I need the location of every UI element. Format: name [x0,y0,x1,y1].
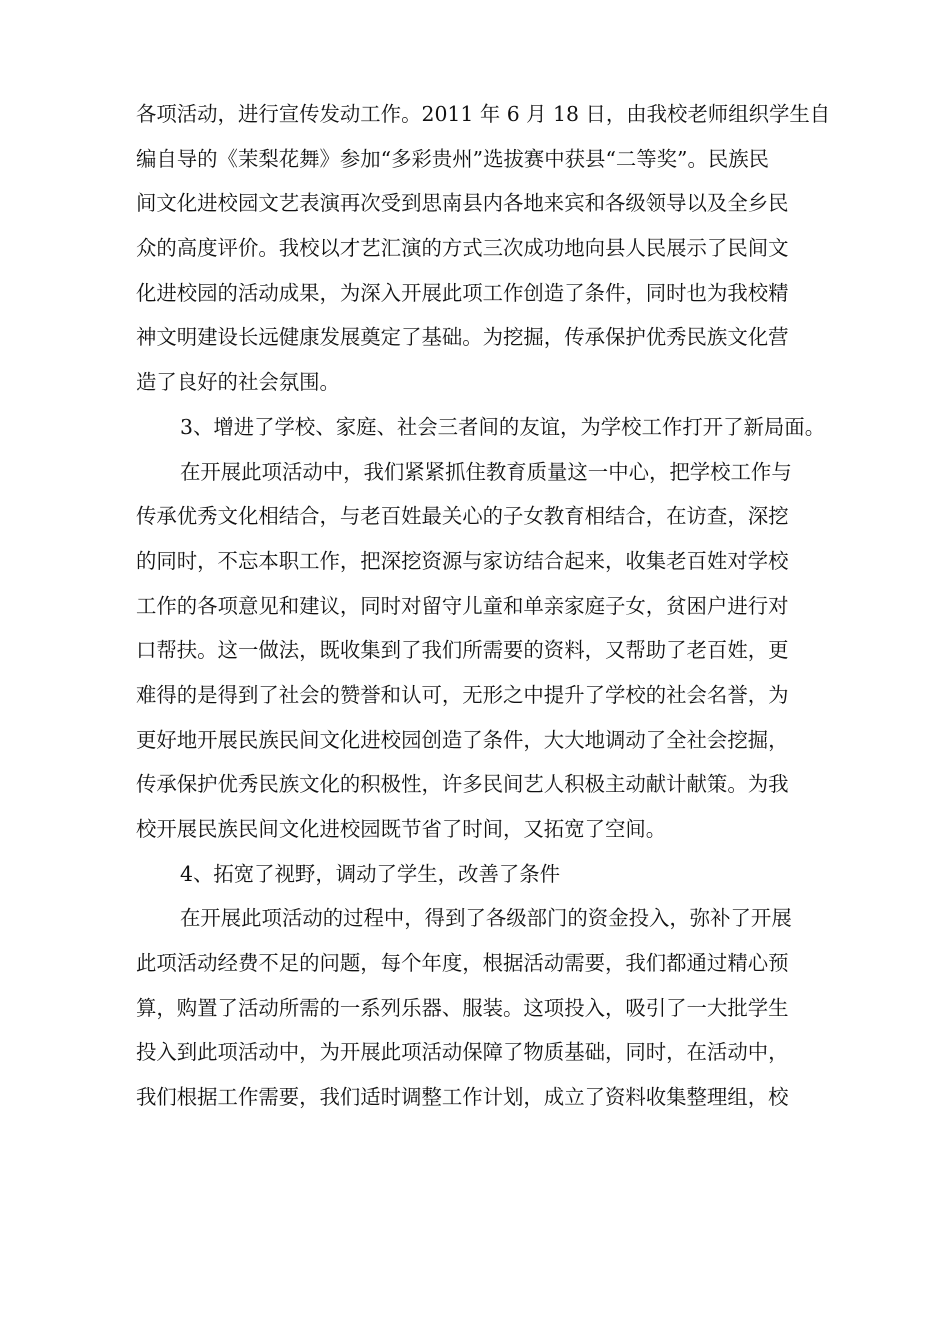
text-line: 在开展此项活动中，我们紧紧抓住教育质量这一中心，把学校工作与 [180,459,792,484]
text-line: 众的高度评价。我校以才艺汇演的方式三次成功地向县人民展示了民间文 [136,236,789,261]
text-line: 工作的各项意见和建议，同时对留守儿童和单亲家庭子女，贫困户进行对 [136,593,789,618]
text-line: 投入到此项活动中，为开展此项活动保障了物质基础，同时，在活动中， [136,1040,789,1065]
text-line: 难得的是得到了社会的赞誉和认可，无形之中提升了学校的社会名誉，为 [136,682,789,707]
text-line: 3、增进了学校、家庭、社会三者间的友谊，为学校工作打开了新局面。 [180,414,826,439]
text-line: 我们根据工作需要，我们适时调整工作计划，成立了资料收集整理组，校 [136,1085,789,1110]
text-line: 口帮扶。这一做法，既收集到了我们所需要的资料，又帮助了老百姓，更 [136,638,789,663]
text-line: 传承保护优秀民族文化的积极性，许多民间艺人积极主动献计献策。为我 [136,772,789,797]
text-line: 更好地开展民族民间文化进校园创造了条件，大大地调动了全社会挖掘， [136,727,789,752]
text-line: 各项活动，进行宣传发动工作。2011 年 6 月 18 日，由我校老师组织学生自 [136,102,831,126]
text-line: 化进校园的活动成果，为深入开展此项工作创造了条件，同时也为我校精 [136,280,789,305]
text-line: 的同时，不忘本职工作，把深挖资源与家访结合起来，收集老百姓对学校 [136,548,789,573]
text-line: 造了良好的社会氛围。 [136,370,340,395]
text-line: 传承优秀文化相结合，与老百姓最关心的子女教育相结合，在访查，深挖 [136,504,789,529]
text-line: 4、拓宽了视野，调动了学生，改善了条件 [180,861,561,886]
text-line: 神文明建设长远健康发展奠定了基础。为挖掘，传承保护优秀民族文化营 [136,325,789,350]
text-line: 此项活动经费不足的问题，每个年度，根据活动需要，我们都通过精心预 [136,951,789,976]
text-line: 在开展此项活动的过程中，得到了各级部门的资金投入，弥补了开展 [180,906,792,931]
body-text [136,92,860,1120]
text-line: 编自导的《茉梨花舞》参加“多彩贵州”选拔赛中获县“二等奖”。民族民 [136,146,770,171]
text-line: 校开展民族民间文化进校园既节省了时间，又拓宽了空间。 [136,817,667,841]
text-line: 间文化进校园文艺表演再次受到思南县内各地来宾和各级领导以及全乡民 [136,191,789,216]
text-line: 算，购置了活动所需的一系列乐器、服装。这项投入，吸引了一大批学生 [136,995,789,1020]
